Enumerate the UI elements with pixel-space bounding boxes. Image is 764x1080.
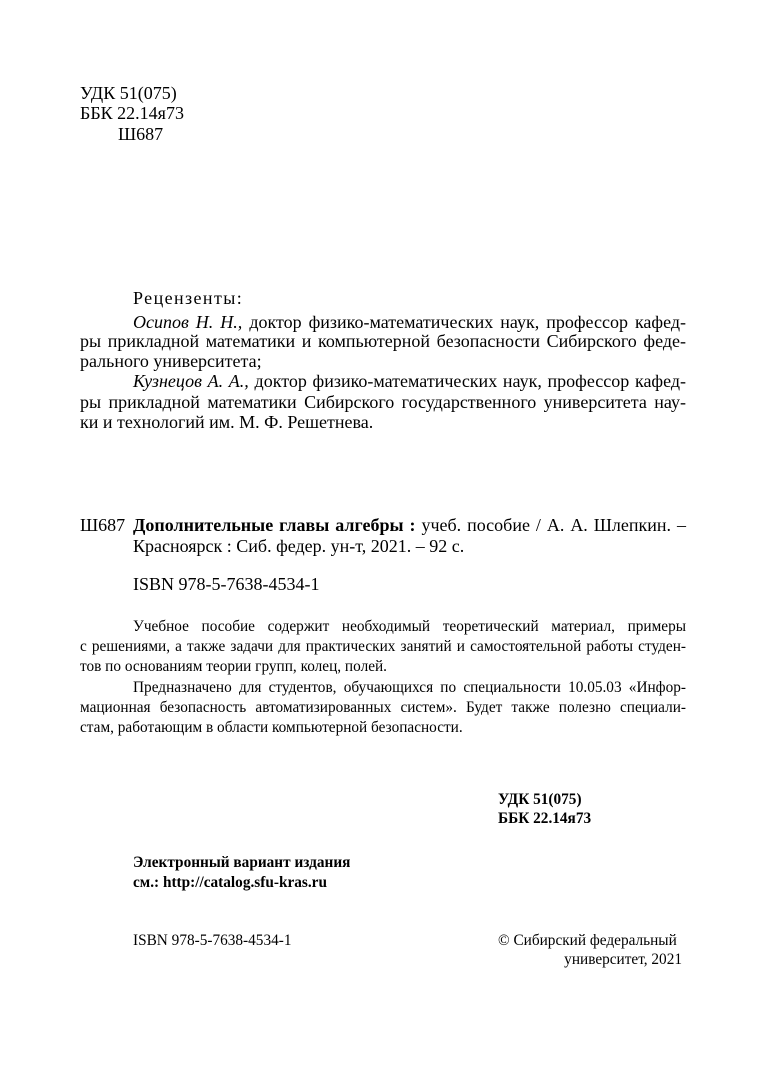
copyright-line-2: университет, 2021 xyxy=(564,951,682,968)
reviewer-1-name: Осипов Н. Н., xyxy=(133,312,243,332)
bbk-code-top: ББК 22.14я73 xyxy=(80,103,184,123)
author-mark-record: Ш687 xyxy=(80,515,126,535)
annotation-line-4: Предназначено для студентов, обучающихся по специальности 10.05.03 «Инфор- xyxy=(133,679,686,696)
book-type-author: учеб. пособие / А. А. Шлепкин. – xyxy=(421,515,686,535)
electronic-version-url: см.: http://catalog.sfu-kras.ru xyxy=(133,874,327,891)
isbn-main: ISBN 978-5-7638-4534-1 xyxy=(133,574,320,594)
reviewer-2-line-1 xyxy=(133,371,686,391)
annotation-line-1: Учебное пособие содержит необходимый теоретический материал, примеры xyxy=(133,618,686,635)
annotation-line-5: мационная безопасность автоматизированных систем». Будет также полезно специали- xyxy=(80,699,686,716)
reviewer-1-line-3: рального университета; xyxy=(80,351,262,371)
udk-code-bottom: УДК 51(075) xyxy=(498,791,582,808)
author-mark-top: Ш687 xyxy=(118,124,164,144)
annotation-line-3: тов по основаниям теории групп, колец, полей. xyxy=(80,658,387,675)
reviewer-1-line-1 xyxy=(133,312,686,332)
record-line-2: Красноярск : Сиб. федер. ун-т, 2021. – 92 с. xyxy=(133,536,465,556)
annotation-line-2: с решениями, а также задачи для практических занятий и самостоятельной работы студен- xyxy=(80,638,686,655)
record-line-1 xyxy=(133,515,686,535)
reviewer-2-name: Кузнецов А. А., xyxy=(133,371,249,391)
reviewer-2-line-3: ки и технологий им. М. Ф. Решетнева. xyxy=(80,412,374,432)
book-title: Дополнительные главы алгебры : xyxy=(133,515,416,535)
copyright-line-1: © Сибирский федеральный xyxy=(498,932,677,949)
bbk-code-bottom: ББК 22.14я73 xyxy=(498,810,592,827)
electronic-version-label: Электронный вариант издания xyxy=(133,854,351,871)
reviewers-heading: Рецензенты: xyxy=(133,288,244,308)
reviewer-2-credentials: доктор физико-математических наук, профессор кафед- xyxy=(254,371,687,391)
reviewer-1-credentials: доктор физико-математических наук, профессор кафед- xyxy=(249,312,686,332)
isbn-footer: ISBN 978-5-7638-4534-1 xyxy=(133,932,292,949)
reviewer-2-line-2: ры прикладной математики Сибирского государственного университета нау- xyxy=(80,392,686,412)
udk-code-top: УДК 51(075) xyxy=(80,83,177,103)
annotation-line-6: стам, работающим в области компьютерной безопасности. xyxy=(80,719,463,736)
reviewer-1-line-2: ры прикладной математики и компьютерной безопасности Сибирского феде- xyxy=(80,331,686,351)
